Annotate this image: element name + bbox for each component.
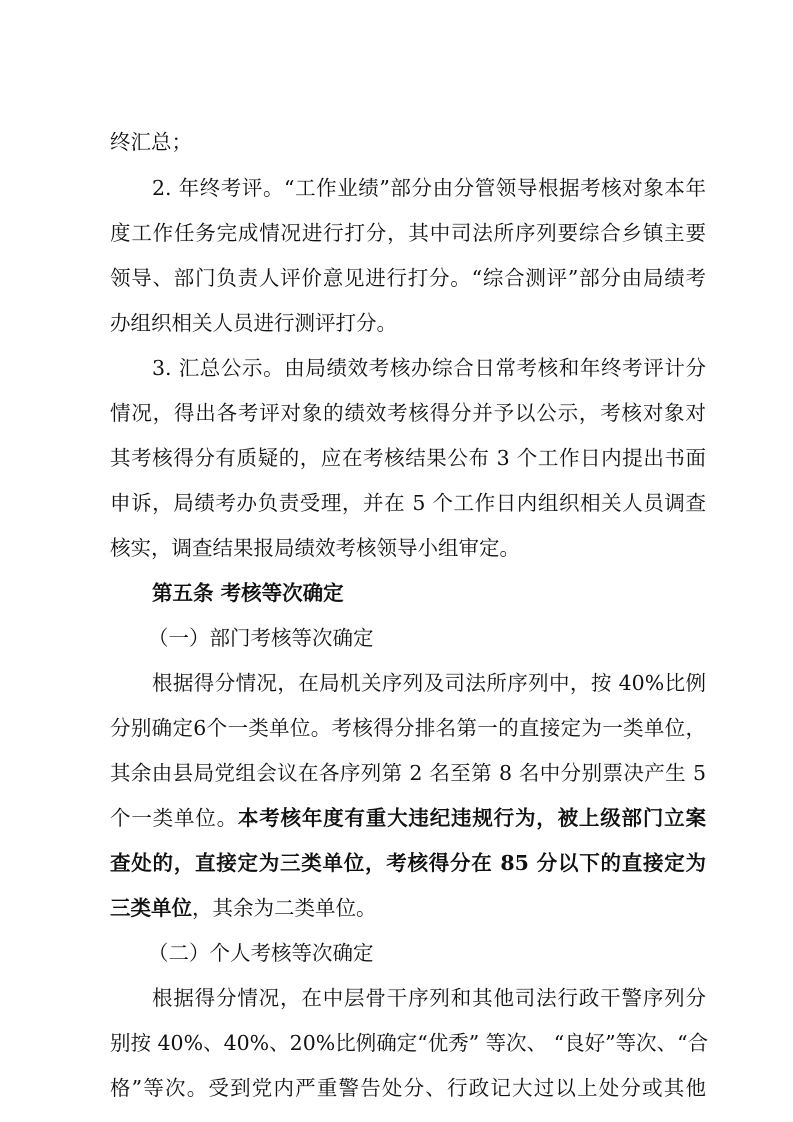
paragraph-line: 2. 年终考评。“工作业绩”部分由分管领导根据考核对象本年 (152, 176, 706, 200)
paragraph-line: 查处的，直接定为三类单位，考核得分在 85 分以下的直接定为 (110, 851, 706, 875)
normal-text: 个一类单位。 (110, 806, 238, 830)
section-heading: （二）个人考核等次确定 (148, 941, 374, 965)
paragraph-line: 核实，调查结果报局绩效考核领导小组审定。 (110, 536, 520, 560)
paragraph-line: 办组织相关人员进行测评打分。 (110, 311, 397, 335)
paragraph-line: 3. 汇总公示。由局绩效考核办综合日常考核和年终考评计分 (152, 356, 706, 380)
paragraph-line: 别按 40%、40%、20%比例确定“优秀” 等次、 “良好”等次、“合 (110, 1031, 709, 1055)
normal-text: ，其余为二类单位。 (192, 896, 377, 920)
paragraph-line: 格”等次。受到党内严重警告处分、行政记大过以上处分或其他 (110, 1076, 706, 1100)
paragraph-line: 根据得分情况，在局机关序列及司法所序列中，按 40%比例 (152, 671, 706, 695)
paragraph-line: 情况，得出各考评对象的绩效考核得分并予以公示，考核对象对 (110, 401, 706, 425)
paragraph-line: 领导、部门负责人评价意见进行打分。“综合测评”部分由局绩考 (110, 266, 706, 290)
bold-text: 本考核年度有重大违纪违规行为，被上级部门立案 (237, 806, 707, 830)
paragraph-line: 其考核得分有质疑的，应在考核结果公布 3 个工作日内提出书面 (110, 446, 706, 470)
paragraph-line (110, 808, 706, 829)
paragraph-line: 申诉，局绩考办负责受理，并在 5 个工作日内组织相关人员调查 (110, 491, 706, 515)
paragraph-line (110, 898, 706, 919)
paragraph-line: 其余由县局党组会议在各序列第 2 名至第 8 名中分别票决产生 5 (110, 761, 706, 785)
article-heading: 第五条 考核等次确定 (152, 581, 344, 605)
paragraph-line: 根据得分情况，在中层骨干序列和其他司法行政干警序列分 (152, 986, 706, 1010)
bold-text: 三类单位 (110, 896, 192, 920)
paragraph-line: 度工作任务完成情况进行打分，其中司法所序列要综合乡镇主要 (110, 221, 706, 245)
paragraph-line: 终汇总； (110, 130, 192, 154)
paragraph-line: 分别确定6个一类单位。考核得分排名第一的直接定为一类单位， (110, 716, 706, 740)
section-heading: （一）部门考核等次确定 (148, 626, 374, 650)
